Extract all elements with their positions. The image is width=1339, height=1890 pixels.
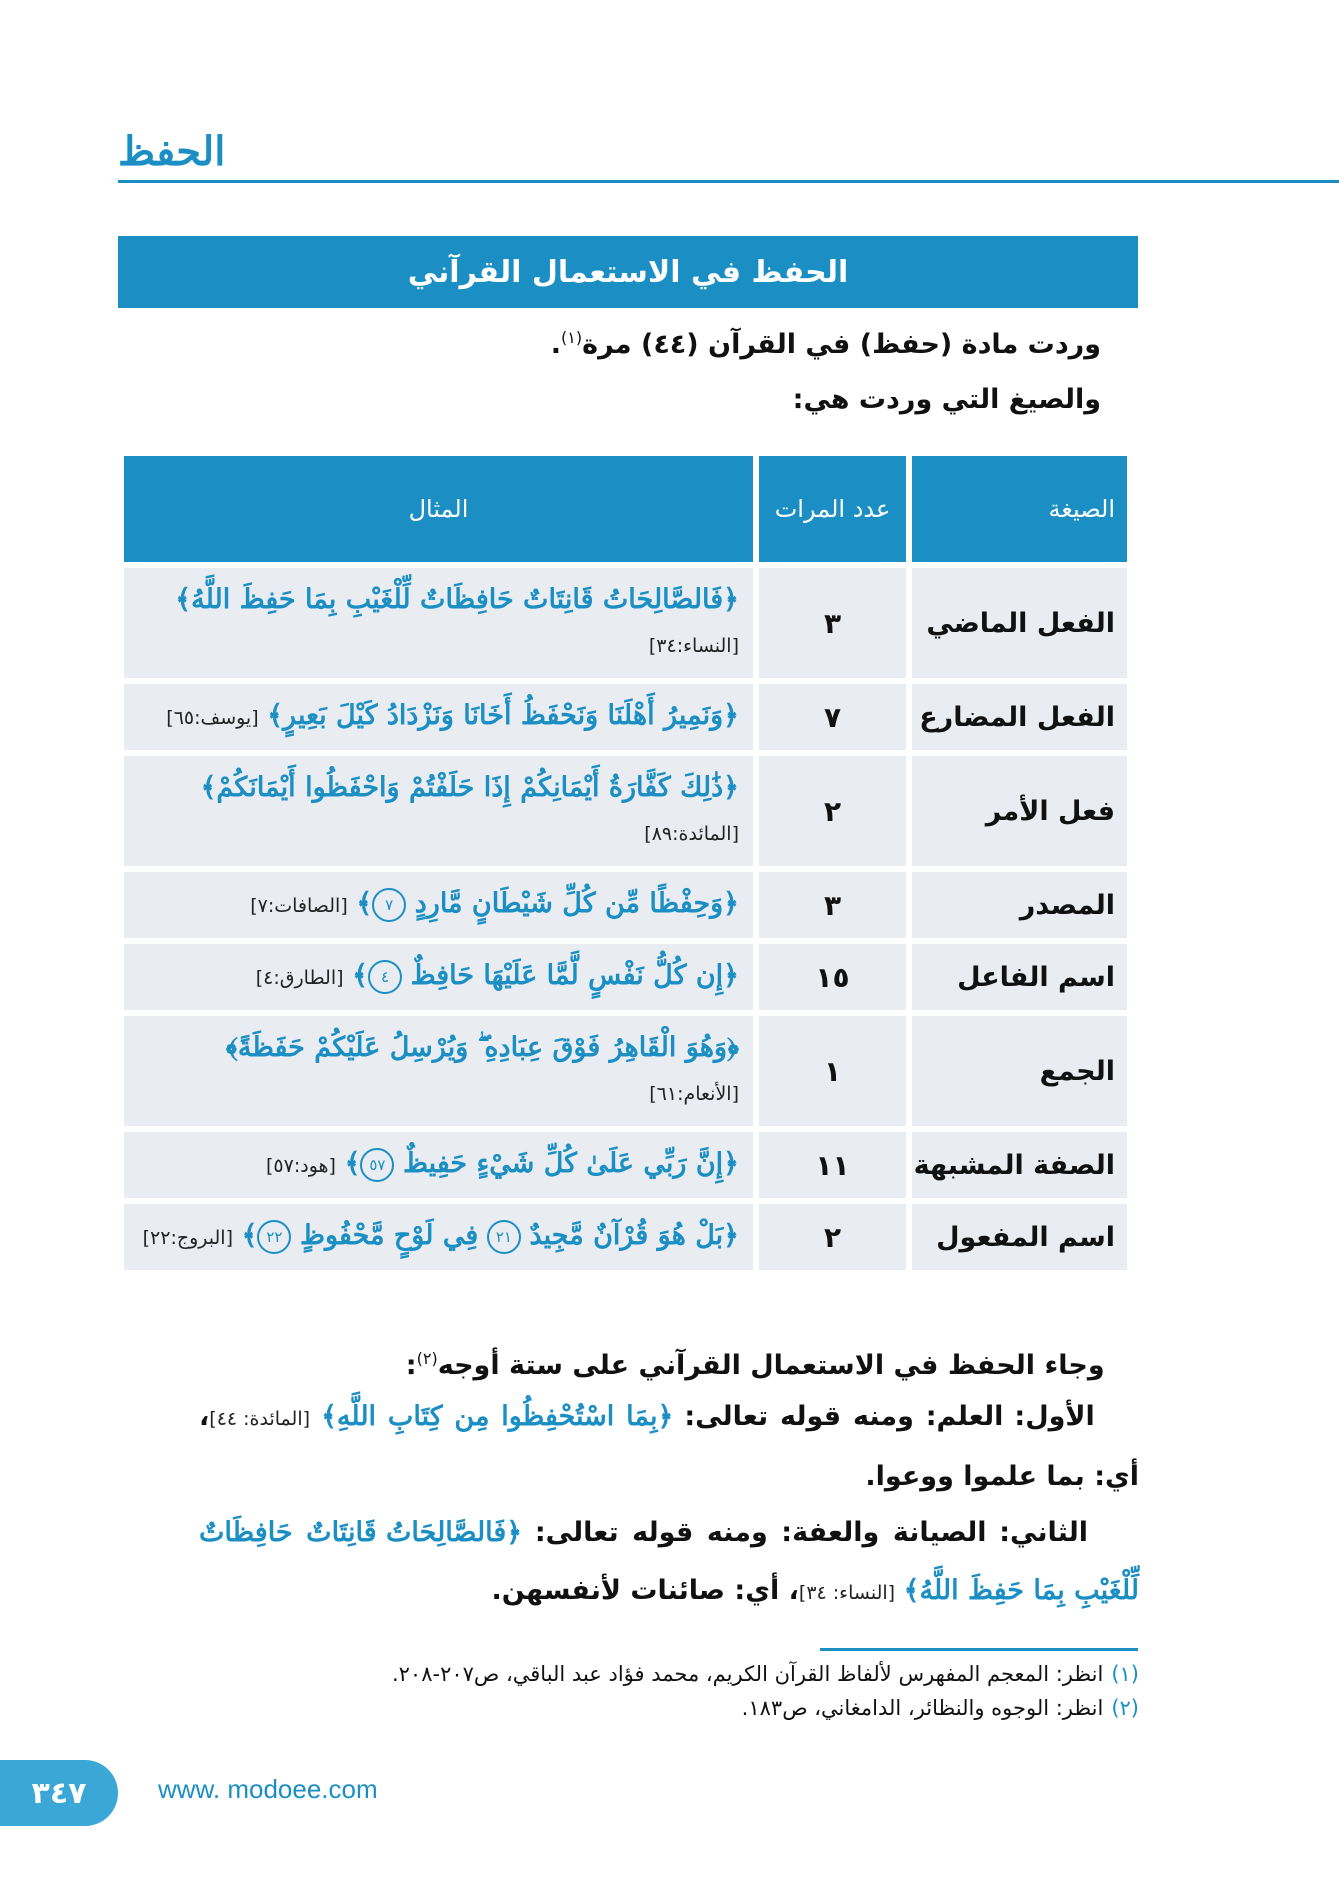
count-cell: ٢ (759, 1204, 906, 1270)
header-example: المثال (124, 456, 753, 562)
count-cell: ٣ (759, 872, 906, 938)
quran-quote: ﴿بِمَا اسْتُحْفِظُوا مِن كِتَابِ اللَّهِ﴾ (321, 1401, 674, 1432)
quran-quote: ﴿فَالصَّالِحَاتُ قَانِتَاتٌ حَافِظَاتٌ لِّلْغَيْبِ بِمَا حَفِظَ اللَّهُ﴾ (175, 584, 739, 615)
table-row (124, 1016, 1127, 1126)
form-cell: اسم المفعول (912, 1204, 1127, 1270)
surah-ref: [النساء:٣٤] (648, 635, 739, 657)
example-cell (124, 756, 753, 866)
example-cell: ﴿إِنَّ رَبِّي عَلَىٰ كُلِّ شَيْءٍ حَفِيظٌ ٥٧﴾ [هود:٥٧] (124, 1132, 753, 1198)
header-count: عدد المرات (759, 456, 906, 562)
surah-ref: [هود:٥٧] (266, 1155, 336, 1177)
example-cell (124, 568, 753, 678)
body-first: الأول: العلم: ومنه قوله تعالى: ﴿بِمَا اسْتُحْفِظُوا مِن كِتَابِ اللَّهِ﴾ [المائدة: ٤٤]، أي: بما علموا ووعوا. (199, 1401, 1139, 1492)
ayah-number-icon: ٤ (368, 960, 402, 994)
quran-quote: ﴿إِنَّ رَبِّي عَلَىٰ كُلِّ شَيْءٍ حَفِيظٌ (402, 1148, 739, 1179)
count-cell: ١٥ (759, 944, 906, 1010)
table-row (124, 568, 1127, 678)
table-row (124, 872, 1127, 938)
table-row (124, 1204, 1127, 1270)
site-link[interactable]: www. modoee.com (158, 1774, 378, 1804)
ayah-number-icon: ٢١ (487, 1220, 521, 1254)
forms-table (118, 450, 1133, 1276)
quran-quote: ﴿إِن كُلُّ نَفْسٍ لَّمَّا عَلَيْهَا حَافِظٌ (410, 960, 739, 991)
form-cell: الصفة المشبهة (912, 1132, 1127, 1198)
surah-ref: [الطارق:٤] (255, 967, 344, 989)
ayah-number-icon: ٧ (372, 888, 406, 922)
page-number: ٣٤٧ (0, 1760, 118, 1826)
header-form: الصيغة (912, 456, 1127, 562)
count-cell: ٣ (759, 568, 906, 678)
quran-quote: ﴿بَلْ هُوَ قُرْآنٌ مَّجِيدٌ (529, 1220, 739, 1251)
form-cell: الفعل الماضي (912, 568, 1127, 678)
footnote-2: (٢)انظر: الوجوه والنظائر، الدامغاني، ص١٨٣. (741, 1696, 1139, 1720)
footnote-ref-2[interactable]: (٢) (416, 1349, 438, 1368)
quran-quote: ﴿ذَٰلِكَ كَفَّارَةُ أَيْمَانِكُمْ إِذَا حَلَفْتُمْ وَاحْفَظُوا أَيْمَانَكُمْ﴾ (200, 772, 739, 803)
quran-quote: ﴿وَحِفْظًا مِّن كُلِّ شَيْطَانٍ مَّارِدٍ (414, 888, 739, 919)
quran-quote-2: فِي لَوْحٍ مَّحْفُوظٍ (300, 1220, 479, 1251)
form-cell: فعل الأمر (912, 756, 1127, 866)
chapter-title: الحفظ (118, 128, 226, 175)
header-rule (118, 180, 1339, 183)
quran-quote: ﴿فَالصَّالِحَاتُ قَانِتَاتٌ حَافِظَاتٌ لِّلْغَيْبِ بِمَا حَفِظَ اللَّهُ﴾ (199, 1517, 1139, 1606)
section-title: الحفظ في الاستعمال القرآني (118, 236, 1138, 308)
ayah-number-icon: ٥٧ (360, 1148, 394, 1182)
count-cell: ٧ (759, 684, 906, 750)
footnote-1: (١)انظر: المعجم المفهرس لألفاظ القرآن الكريم، محمد فؤاد عبد الباقي، ص٢٠٧-٢٠٨. (391, 1662, 1139, 1686)
quran-quote: ﴿وَهُوَ الْقَاهِرُ فَوْقَ عِبَادِهِ ۖ وَيُرْسِلُ عَلَيْكُمْ حَفَظَةً﴾ (225, 1032, 739, 1063)
example-cell: ﴿بَلْ هُوَ قُرْآنٌ مَّجِيدٌ ٢١ فِي لَوْحٍ مَّحْفُوظٍ ٢٢﴾ [البروج:٢٢] (124, 1204, 753, 1270)
table-header-row (124, 456, 1127, 562)
surah-ref: [الصافات:٧] (250, 895, 348, 917)
quran-quote: ﴿وَنَمِيرُ أَهْلَنَا وَنَحْفَظُ أَخَانَا وَنَزْدَادُ كَيْلَ بَعِيرٍ﴾ (267, 700, 739, 731)
footnote-ref-1[interactable]: (١) (561, 328, 583, 347)
form-cell: المصدر (912, 872, 1127, 938)
example-cell: ﴿إِن كُلُّ نَفْسٍ لَّمَّا عَلَيْهَا حَافِظٌ ٤﴾ [الطارق:٤] (124, 944, 753, 1010)
intro-line-2: والصيغ التي وردت هي: (792, 384, 1101, 415)
footnote-rule (820, 1648, 1138, 1651)
surah-ref: [الأنعام:٦١] (649, 1083, 739, 1105)
ayah-number-icon: ٢٢ (257, 1220, 291, 1254)
example-cell (124, 684, 753, 750)
intro-line-1: وردت مادة (حفظ) في القرآن (٤٤) مرة$^{(١)}$. (550, 328, 1101, 360)
surah-ref: [يوسف:٦٥] (166, 707, 259, 729)
surah-ref: [المائدة:٨٩] (644, 823, 739, 845)
form-cell: اسم الفاعل (912, 944, 1127, 1010)
example-cell: ﴿وَحِفْظًا مِّن كُلِّ شَيْطَانٍ مَّارِدٍ ٧﴾ [الصافات:٧] (124, 872, 753, 938)
table-row (124, 756, 1127, 866)
table-row (124, 1132, 1127, 1198)
form-cell: الجمع (912, 1016, 1127, 1126)
body-second: الثاني: الصيانة والعفة: ومنه قوله تعالى: ﴿فَالصَّالِحَاتُ قَانِتَاتٌ حَافِظَاتٌ لِّلْغَيْبِ بِمَا حَفِظَ اللَّهُ﴾ [النساء: ٣٤]، أي: صائنات لأنفسهن. (199, 1517, 1139, 1606)
count-cell: ١ (759, 1016, 906, 1126)
table-row (124, 944, 1127, 1010)
table-row (124, 684, 1127, 750)
form-cell: الفعل المضارع (912, 684, 1127, 750)
body-intro: وجاء الحفظ في الاستعمال القرآني على ستة أوجه$^{(٢)}$: (405, 1349, 1105, 1381)
count-cell: ١١ (759, 1132, 906, 1198)
count-cell: ٢ (759, 756, 906, 866)
example-cell (124, 1016, 753, 1126)
surah-ref: [البروج:٢٢] (142, 1227, 233, 1249)
